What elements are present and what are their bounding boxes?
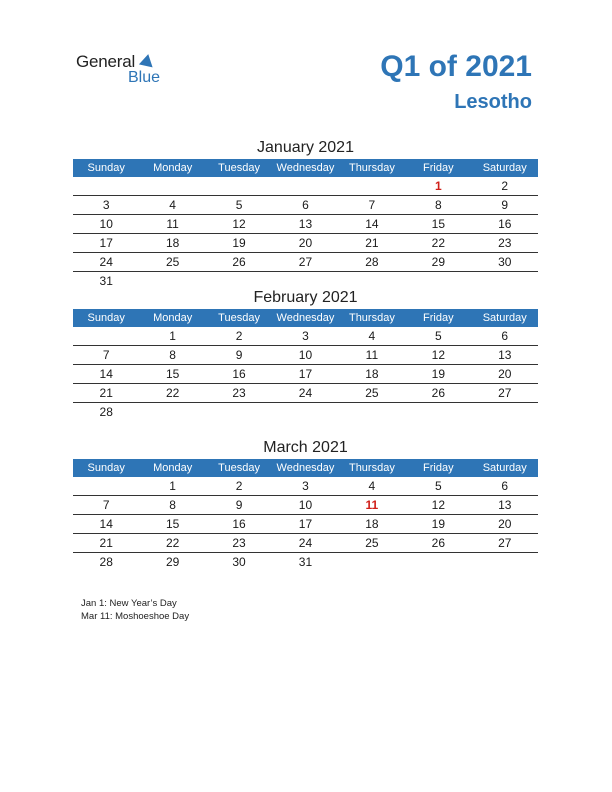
weekday-header <box>73 459 538 477</box>
week-row <box>73 384 538 403</box>
holiday-day-cell: 1 <box>434 179 442 193</box>
day-cell: 18 <box>165 236 180 250</box>
day-cell: 12 <box>431 348 445 362</box>
day-cell: 21 <box>365 236 379 250</box>
empty-day-cell <box>206 403 272 421</box>
empty-day-cell <box>339 403 405 421</box>
weekday-label: Friday <box>423 312 454 324</box>
day-cell: 13 <box>498 348 512 362</box>
page-title: Q1 of 2021 <box>380 50 532 83</box>
day-cell: 2 <box>235 329 243 343</box>
brand-blue-text: Blue <box>128 69 161 86</box>
week-row <box>73 534 538 553</box>
week-row <box>73 177 538 196</box>
day-cell: 5 <box>434 479 442 493</box>
day-cell: 29 <box>165 555 180 569</box>
day-cell: 19 <box>431 367 445 381</box>
day-cell: 13 <box>498 498 512 512</box>
day-cell: 21 <box>99 536 113 550</box>
weekday-label: Wednesday <box>276 462 335 474</box>
day-cell: 5 <box>235 198 243 212</box>
day-cell: 4 <box>368 329 376 343</box>
day-cell: 28 <box>99 555 113 569</box>
day-cell: 15 <box>165 367 180 381</box>
day-cell: 25 <box>365 386 379 400</box>
day-cell: 12 <box>431 498 445 512</box>
day-cell: 30 <box>232 555 246 569</box>
day-cell: 19 <box>232 236 246 250</box>
day-cell: 23 <box>498 236 512 250</box>
month-title: January 2021 <box>257 139 354 156</box>
day-cell: 8 <box>169 498 176 512</box>
empty-day-cell <box>405 553 471 571</box>
day-cell: 23 <box>232 386 246 400</box>
day-cell: 11 <box>365 348 379 362</box>
empty-day-cell <box>472 553 538 571</box>
brand-triangle-icon <box>139 53 155 68</box>
day-cell: 10 <box>298 348 313 362</box>
weekday-label: Sunday <box>87 312 125 324</box>
day-cell: 22 <box>165 386 180 400</box>
empty-day-cell <box>206 177 272 195</box>
day-cell: 31 <box>298 555 313 569</box>
week-row <box>73 253 538 272</box>
weekday-label: Sunday <box>87 462 125 474</box>
weekday-label: Saturday <box>482 462 527 474</box>
week-row <box>73 327 538 346</box>
day-cell: 19 <box>431 517 445 531</box>
empty-day-cell <box>272 177 338 195</box>
weekday-header <box>73 309 538 327</box>
day-cell: 13 <box>298 217 313 231</box>
country-name: Lesotho <box>454 91 532 113</box>
week-row <box>73 477 538 496</box>
empty-day-cell <box>139 177 205 195</box>
weekday-label: Friday <box>423 162 454 174</box>
week-row <box>73 496 538 515</box>
day-cell: 14 <box>99 367 113 381</box>
day-cell: 22 <box>431 236 445 250</box>
day-cell: 20 <box>298 236 313 250</box>
month-february <box>73 287 538 421</box>
week-row <box>73 346 538 365</box>
day-cell: 16 <box>232 517 246 531</box>
day-cell: 10 <box>99 217 113 231</box>
empty-day-cell <box>73 327 139 345</box>
day-cell: 26 <box>232 255 246 269</box>
week-row <box>73 196 538 215</box>
month-title: February 2021 <box>253 289 358 306</box>
day-cell: 28 <box>365 255 379 269</box>
day-cell: 27 <box>498 536 512 550</box>
day-cell: 20 <box>498 517 512 531</box>
weekday-label: Sunday <box>87 162 125 174</box>
day-cell: 18 <box>365 367 379 381</box>
day-cell: 27 <box>498 386 512 400</box>
weekday-label: Monday <box>153 462 193 474</box>
day-cell: 1 <box>169 479 176 493</box>
weekday-label: Thursday <box>348 312 395 324</box>
day-cell: 1 <box>169 329 176 343</box>
month-title: March 2021 <box>263 439 348 456</box>
day-cell: 16 <box>498 217 512 231</box>
day-cell: 3 <box>102 198 110 212</box>
day-cell: 17 <box>99 236 113 250</box>
day-cell: 25 <box>165 255 180 269</box>
day-cell: 8 <box>169 348 176 362</box>
weekday-label: Friday <box>423 462 454 474</box>
day-cell: 22 <box>165 536 180 550</box>
day-cell: 31 <box>99 274 113 288</box>
day-cell: 24 <box>298 386 313 400</box>
empty-day-cell <box>472 403 538 421</box>
day-cell: 3 <box>302 479 309 493</box>
day-cell: 14 <box>99 517 113 531</box>
day-cell: 26 <box>431 386 445 400</box>
day-cell: 7 <box>368 198 376 212</box>
weekday-label: Saturday <box>482 162 527 174</box>
weekday-label: Saturday <box>482 312 527 324</box>
day-cell: 16 <box>232 367 246 381</box>
day-cell: 21 <box>99 386 113 400</box>
day-cell: 6 <box>501 329 509 343</box>
day-cell: 9 <box>235 498 243 512</box>
day-cell: 9 <box>235 348 243 362</box>
day-cell: 24 <box>99 255 113 269</box>
week-row <box>73 215 538 234</box>
weekday-label: Monday <box>153 162 193 174</box>
day-cell: 17 <box>298 517 313 531</box>
day-cell: 28 <box>99 405 113 419</box>
day-cell: 4 <box>368 479 376 493</box>
empty-day-cell <box>272 403 338 421</box>
holiday-day-cell: 11 <box>365 498 379 512</box>
week-row <box>73 553 538 571</box>
weekday-label: Thursday <box>348 462 395 474</box>
day-cell: 15 <box>165 517 180 531</box>
brand-logo <box>76 52 176 90</box>
day-cell: 17 <box>298 367 313 381</box>
day-cell: 5 <box>434 329 442 343</box>
day-cell: 9 <box>501 198 509 212</box>
week-row <box>73 403 538 421</box>
empty-day-cell <box>73 477 139 495</box>
month-march <box>73 437 538 571</box>
day-cell: 27 <box>298 255 313 269</box>
weekday-label: Wednesday <box>276 312 335 324</box>
week-row <box>73 515 538 534</box>
day-cell: 12 <box>232 217 246 231</box>
week-row <box>73 234 538 253</box>
day-cell: 8 <box>434 198 442 212</box>
day-cell: 26 <box>431 536 445 550</box>
day-cell: 20 <box>498 367 512 381</box>
day-cell: 24 <box>298 536 313 550</box>
holiday-notes <box>81 597 189 623</box>
day-cell: 11 <box>166 217 179 231</box>
day-cell: 6 <box>501 479 509 493</box>
day-cell: 30 <box>498 255 512 269</box>
holiday-note: Mar 11: Moshoeshoe Day <box>81 611 190 622</box>
day-cell: 23 <box>232 536 246 550</box>
day-cell: 3 <box>302 329 309 343</box>
day-cell: 25 <box>365 536 379 550</box>
day-cell: 7 <box>102 348 110 362</box>
day-cell: 18 <box>365 517 379 531</box>
day-cell: 10 <box>298 498 313 512</box>
day-cell: 29 <box>431 255 445 269</box>
holiday-note: Jan 1: New Year’s Day <box>81 598 177 609</box>
day-cell: 2 <box>501 179 509 193</box>
brand-general-text: General <box>76 52 136 71</box>
day-cell: 4 <box>169 198 176 212</box>
empty-day-cell <box>339 177 405 195</box>
weekday-label: Tuesday <box>218 312 260 324</box>
weekday-header <box>73 159 538 177</box>
empty-day-cell <box>339 553 405 571</box>
month-january <box>73 137 538 290</box>
weekday-label: Tuesday <box>218 462 260 474</box>
weekday-label: Thursday <box>348 162 395 174</box>
weekday-label: Wednesday <box>276 162 335 174</box>
empty-day-cell <box>139 403 205 421</box>
day-cell: 14 <box>365 217 379 231</box>
day-cell: 15 <box>431 217 445 231</box>
day-cell: 2 <box>235 479 243 493</box>
day-cell: 6 <box>302 198 309 212</box>
weekday-label: Tuesday <box>218 162 260 174</box>
weekday-label: Monday <box>153 312 193 324</box>
week-row <box>73 365 538 384</box>
empty-day-cell <box>73 177 139 195</box>
day-cell: 7 <box>102 498 110 512</box>
empty-day-cell <box>405 403 471 421</box>
